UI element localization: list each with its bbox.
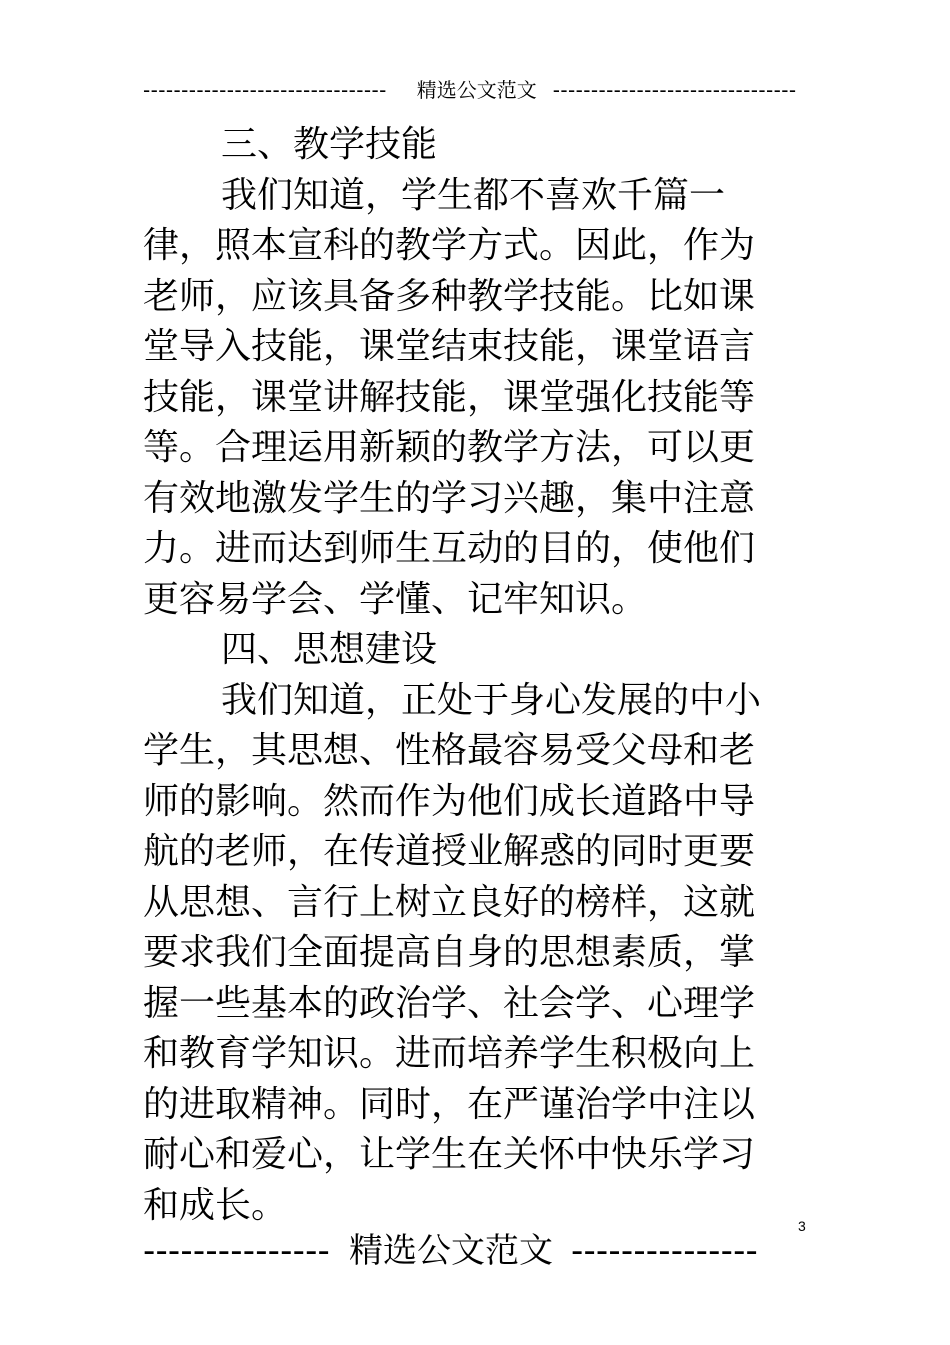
footer-dashes-right: --------------- xyxy=(571,1231,759,1271)
paragraph-ideological-development: 我们知道，正处于身心发展的中小学生，其思想、性格最容易受父母和老师的影响。然而作为他们成长道路中导航的老师，在传道授业解惑的同时更要从思想、言行上树立良好的榜样，这就要求我们全面提高自身的思想素质，掌握一些基本的政治学、社会学、心理学和教育学知识。进而培养学生积极向上的进取精神。同时，在严谨治学中注以耐心和爱心，让学生在关怀中快乐学习和成长。 xyxy=(143,679,762,1226)
section-heading-ideological-development: 四、思想建设 xyxy=(221,629,438,670)
page-number: 3 xyxy=(798,1218,806,1234)
section-heading-teaching-skills: 三、教学技能 xyxy=(221,124,438,165)
footer-title: 精选公文范文 xyxy=(349,1231,553,1271)
paragraph-teaching-skills: 我们知道，学生都不喜欢千篇一律，照本宣科的教学方式。因此，作为老师，应该具备多种教学技能。比如课堂导入技能，课堂结束技能，课堂语言技能，课堂讲解技能，课堂强化技能等等。合理运用新颖的教学方法，可以更有效地激发学生的学习兴趣，集中注意力。进而达到师生互动的目的，使他们更容易学会、学懂、记牢知识。 xyxy=(143,174,756,620)
page-header xyxy=(143,76,797,104)
header-dashes-left: -------------------------------- xyxy=(143,78,387,102)
page-footer xyxy=(143,1226,783,1276)
footer-dashes-left: --------------- xyxy=(143,1231,331,1271)
header-title: 精选公文范文 xyxy=(416,78,537,102)
header-dashes-right: -------------------------------- xyxy=(552,78,797,102)
document-body xyxy=(143,120,783,1231)
